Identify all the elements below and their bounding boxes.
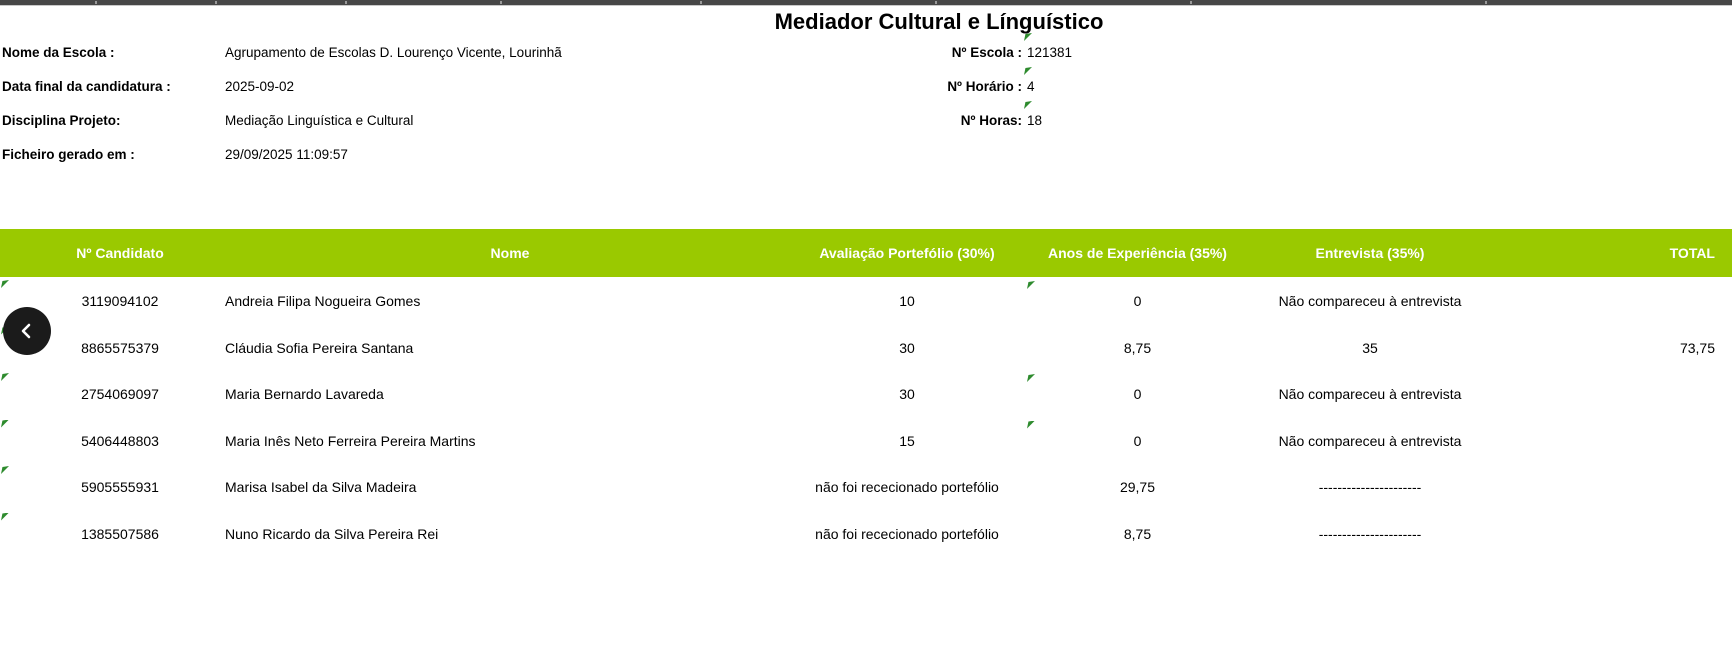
cell-nome: Marisa Isabel da Silva Madeira <box>225 479 417 495</box>
cell-entrevista: Não compareceu à entrevista <box>1278 293 1462 309</box>
table-row <box>0 325 1732 372</box>
cell-portefolio: não foi rececionado portefólio <box>815 525 999 542</box>
school-number-label: Nº Escola : <box>951 45 1022 60</box>
comment-flag-icon <box>1024 67 1032 75</box>
cell-entrevista: ---------------------- <box>1318 479 1422 495</box>
generated-value: 29/09/2025 11:09:57 <box>225 147 348 162</box>
cell-total <box>1480 511 1732 558</box>
comment-flag-icon <box>1024 101 1032 109</box>
chevron-left-icon <box>16 320 38 342</box>
cell-nome: Nuno Ricardo da Silva Pereira Rei <box>225 525 439 542</box>
schedule-number-text: 4 <box>1027 79 1035 94</box>
column-header-total: TOTAL <box>1669 245 1715 261</box>
comment-flag-icon <box>1 280 9 288</box>
schedule-number-label: Nº Horário : <box>947 79 1022 94</box>
subject-label: Disciplina Projeto: <box>2 113 121 128</box>
cell-entrevista: Não compareceu à entrevista <box>1278 432 1462 449</box>
cell-candidato: 3119094102 <box>81 293 159 309</box>
cell-anos: 8,75 <box>1123 339 1152 356</box>
cell-portefolio: 30 <box>899 386 915 402</box>
cell-total <box>1480 371 1732 418</box>
column-header-nome: Nome <box>490 245 530 261</box>
deadline-label: Data final da candidatura : <box>2 79 171 94</box>
cell-anos: 8,75 <box>1123 525 1152 542</box>
column-edge-tick <box>95 1 97 4</box>
hours-label: Nº Horas: <box>960 113 1022 128</box>
table-row <box>0 371 1732 418</box>
cell-portefolio: 30 <box>899 339 915 356</box>
back-button[interactable] <box>3 307 51 355</box>
hours-text: 18 <box>1027 113 1043 128</box>
comment-flag-icon <box>1 466 9 474</box>
cell-entrevista: Não compareceu à entrevista <box>1278 386 1462 402</box>
column-edge-tick <box>1485 1 1487 4</box>
cell-nome: Cláudia Sofia Pereira Santana <box>225 339 414 356</box>
cell-portefolio: não foi rececionado portefólio <box>815 479 999 495</box>
edge-underline <box>0 5 1732 6</box>
school-name-value: Agrupamento de Escolas D. Lourenço Vicente, Lourinhã <box>225 45 562 60</box>
column-header-portefolio: Avaliação Portefólio (30%) <box>819 245 995 261</box>
cell-nome: Maria Bernardo Lavareda <box>225 386 384 402</box>
comment-flag-icon <box>1 420 9 428</box>
cell-anos: 0 <box>1133 386 1142 402</box>
cell-total <box>1480 278 1732 325</box>
hours-value <box>1027 113 1042 128</box>
school-name-label: Nome da Escola : <box>2 45 115 60</box>
column-header-candidato: Nº Candidato <box>76 245 164 261</box>
cell-candidato: 1385507586 <box>81 525 159 542</box>
column-edge-tick <box>215 1 217 4</box>
cell-candidato: 2754069097 <box>81 386 159 402</box>
column-edge-tick <box>500 1 502 4</box>
column-edge-tick <box>1190 1 1192 4</box>
cell-nome: Maria Inês Neto Ferreira Pereira Martins <box>225 432 476 449</box>
table-header-row <box>0 229 1732 277</box>
cell-anos: 0 <box>1133 432 1142 449</box>
cell-portefolio: 15 <box>899 432 915 449</box>
schedule-number-value <box>1027 79 1035 94</box>
cell-total: 73,75 <box>1679 339 1715 356</box>
deadline-value: 2025-09-02 <box>225 79 295 94</box>
table-row <box>0 464 1732 511</box>
cell-total <box>1480 464 1732 511</box>
comment-flag-icon <box>1 373 9 381</box>
column-header-anos: Anos de Experiência (35%) <box>1048 245 1227 261</box>
column-edge-tick <box>700 1 702 4</box>
school-number-value <box>1027 45 1072 60</box>
page-title: Mediador Cultural e Línguístico <box>774 9 1104 34</box>
cell-candidato: 5905555931 <box>81 479 159 495</box>
column-edge-tick <box>345 1 347 4</box>
generated-label: Ficheiro gerado em : <box>2 147 135 162</box>
cell-anos: 0 <box>1133 293 1142 309</box>
cell-total <box>1480 418 1732 465</box>
cell-entrevista: 35 <box>1362 339 1378 356</box>
subject-value: Mediação Linguística e Cultural <box>225 113 414 128</box>
cell-nome: Andreia Filipa Nogueira Gomes <box>225 293 421 309</box>
column-edge-tick <box>935 1 937 4</box>
comment-flag-icon <box>1 513 9 521</box>
cell-anos: 29,75 <box>1119 479 1156 495</box>
cell-candidato: 5406448803 <box>81 432 159 449</box>
column-header-entrevista: Entrevista (35%) <box>1315 245 1425 261</box>
cell-entrevista: ---------------------- <box>1318 525 1422 542</box>
table-row <box>0 511 1732 558</box>
cell-portefolio: 10 <box>899 293 915 309</box>
school-number-text: 121381 <box>1027 45 1073 60</box>
table-row <box>0 418 1732 465</box>
window-edge-strip <box>0 0 1732 5</box>
cell-candidato: 8865575379 <box>81 339 159 356</box>
table-row <box>0 278 1732 325</box>
